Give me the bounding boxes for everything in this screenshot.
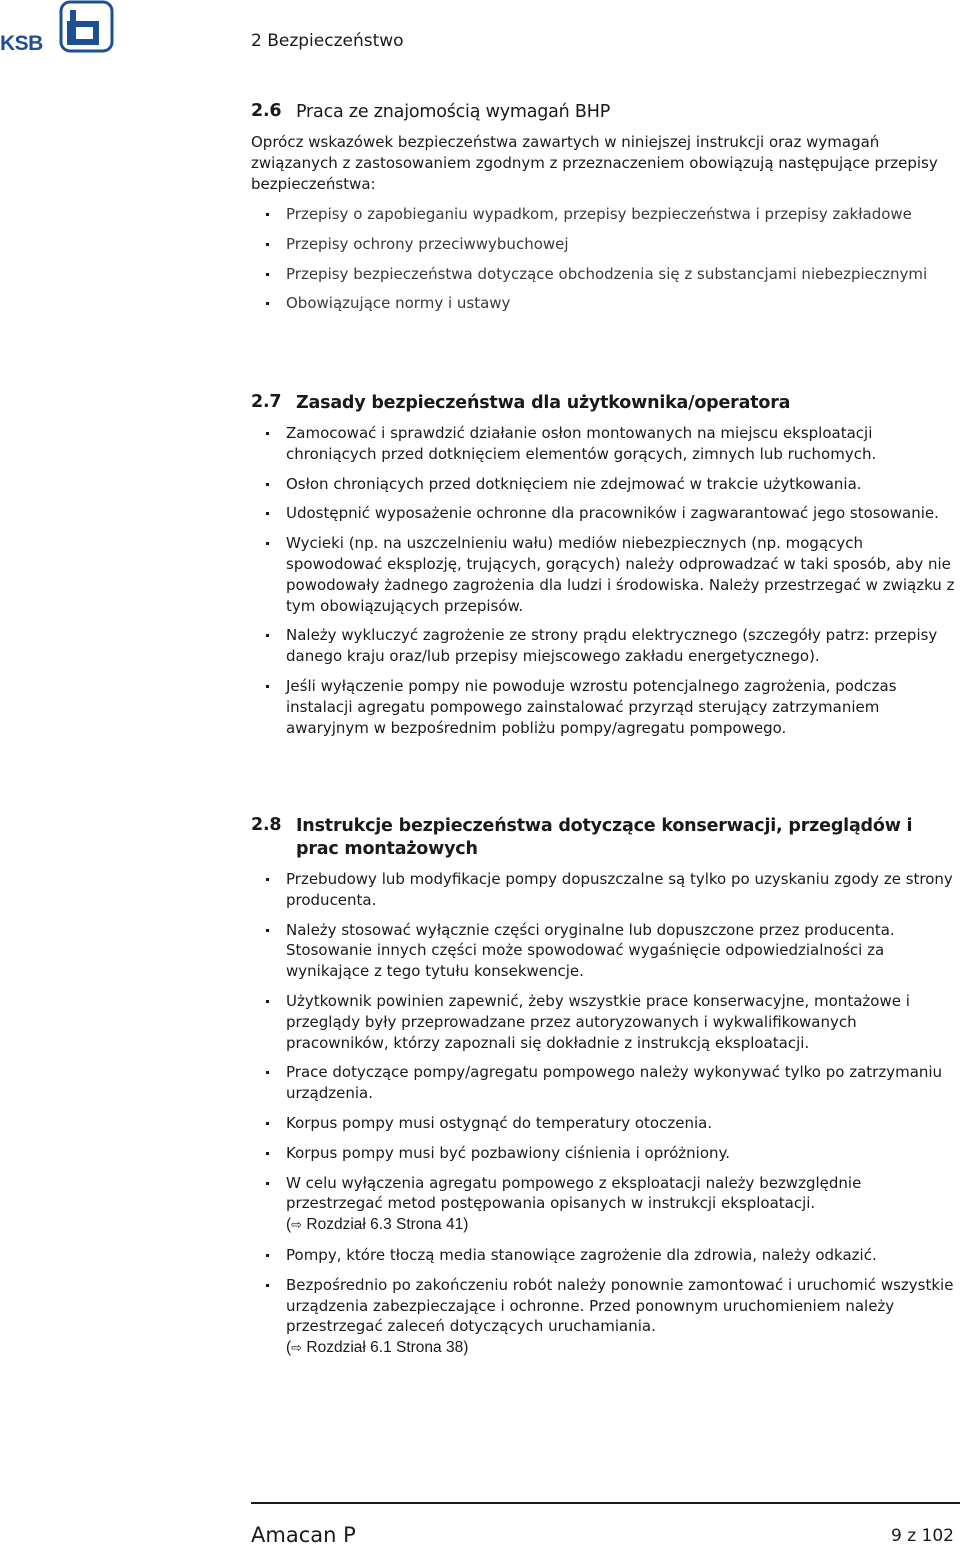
cross-reference-text: Rozdział 6.1 Strona 38 [306, 1339, 464, 1357]
list-item: Przepisy o zapobieganiu wypadkom, przepisy bezpieczeństwa i przepisy zakładowe [251, 204, 956, 225]
cross-reference-text: Rozdział 6.3 Strona 41 [306, 1216, 464, 1234]
list-item [251, 1173, 956, 1236]
footer-model-name: Amacan P [251, 1523, 356, 1547]
list-item: Jeśli wyłączenie pompy nie powoduje wzrostu potencjalnego zagrożenia, podczas instalacji agregatu pompowego zainstalować przyrząd sterujący zatrzymaniem awaryjnym w bezpośrednim pobliżu pompy/agregatu pompowego. [251, 676, 956, 738]
footer-divider [251, 1502, 960, 1504]
list-item: Osłon chroniących przed dotknięciem nie zdejmować w trakcie użytkowania. [251, 474, 956, 495]
list-item: Należy wykluczyć zagrożenie ze strony prądu elektrycznego (szczegóły patrz: przepisy danego kraju oraz/lub przepisy miejscowego zakładu energetycznego). [251, 625, 956, 667]
list-item-text: Bezpośrednio po zakończeniu robót należy ponownie zamontować i uruchomić wszystkie urządzenia zabezpieczające i ochronne. Przed ponownym uruchomieniem należy przestrzegać zaleceń dotyczących uruchamiania. [286, 1275, 954, 1336]
list-item: Korpus pompy musi ostygnąć do temperatury otoczenia. [251, 1113, 956, 1134]
section-2-7-list [251, 423, 956, 738]
section-2-7-heading [251, 392, 790, 415]
list-item: Udostępnić wyposażenie ochronne dla pracowników i zagwarantować jego stosowanie. [251, 503, 956, 524]
section-2-8-list [251, 869, 956, 1359]
section-title: Instrukcje bezpieczeństwa dotyczące konserwacji, przeglądów i prac montażowych [296, 816, 913, 859]
section-number: 2.8 [251, 815, 282, 835]
list-item-text: W celu wyłączenia agregatu pompowego z eksploatacji należy bezwzględnie przestrzegać metod postępowania opisanych w instrukcji eksploatacji. [286, 1173, 862, 1213]
section-number: 2.6 [251, 101, 282, 121]
section-title: Praca ze znajomością wymagań BHP [296, 102, 611, 122]
list-item: Wycieki (np. na uszczelnieniu wału) mediów niebezpiecznych (np. mogących spowodować eksplozję, trujących, gorących) należy odprowadzać w taki sposób, aby nie powodowały żadnego zagrożenia dla ludzi i środowiska. Należy przestrzegać w związku z tym obowiązujących przepisów. [251, 533, 956, 616]
section-title: Zasady bezpieczeństwa dla użytkownika/operatora [296, 393, 791, 413]
cross-reference[interactable]: (⇨ Rozdział 6.1 Strona 38) [286, 1339, 469, 1357]
list-item: Przebudowy lub modyfikacje pompy dopuszczalne są tylko po uzyskaniu zgody ze strony producenta. [251, 869, 956, 911]
list-item: Użytkownik powinien zapewnić, żeby wszystkie prace konserwacyjne, montażowe i przeglądy były przeprowadzane przez autoryzowanych i wykwalifikowanych pracowników, którzy zapoznali się dokładnie z instrukcją eksploatacji. [251, 991, 956, 1053]
list-item [251, 1275, 956, 1359]
list-item: Przepisy bezpieczeństwa dotyczące obchodzenia się z substancjami niebezpiecznymi [251, 264, 956, 285]
list-item: Przepisy ochrony przeciwwybuchowej [251, 234, 956, 255]
section-2-6-list [251, 204, 956, 314]
section-number: 2.7 [251, 392, 282, 412]
list-item: Należy stosować wyłącznie części oryginalne lub dopuszczone przez producenta. Stosowanie innych części może spowodować wygaśnięcie odpowiedzialności za wynikające z tego tytułu konsekwencje. [251, 920, 956, 982]
arrow-right-icon: ⇨ [291, 1217, 303, 1233]
svg-text:KSB: KSB [0, 32, 43, 54]
section-2-8-heading [251, 815, 941, 861]
list-item: Obowiązujące normy i ustawy [251, 293, 956, 314]
list-item: Korpus pompy musi być pozbawiony ciśnienia i opróżniony. [251, 1143, 956, 1164]
arrow-right-icon: ⇨ [291, 1340, 303, 1356]
list-item: Pompy, które tłoczą media stanowiące zagrożenie dla zdrowia, należy odkazić. [251, 1245, 956, 1266]
list-item: Prace dotyczące pompy/agregatu pompowego należy wykonywać tylko po zatrzymaniu urządzenia. [251, 1062, 956, 1104]
section-2-6-intro: Oprócz wskazówek bezpieczeństwa zawartych w niniejszej instrukcji oraz wymagań związanych z zastosowaniem zgodnym z przeznaczeniem obowiązują następujące przepisy bezpieczeństwa: [251, 133, 938, 193]
page-header-title: 2 Bezpieczeństwo [251, 31, 404, 51]
list-item: Zamocować i sprawdzić działanie osłon montowanych na miejscu eksploatacji chroniących przed dotknięciem elementów gorących, zimnych lub ruchomych. [251, 423, 956, 465]
section-2-6-heading [251, 101, 610, 124]
cross-reference[interactable]: (⇨ Rozdział 6.3 Strona 41) [286, 1216, 469, 1234]
footer-page-number: 9 z 102 [891, 1526, 954, 1546]
ksb-logo [0, 0, 114, 54]
